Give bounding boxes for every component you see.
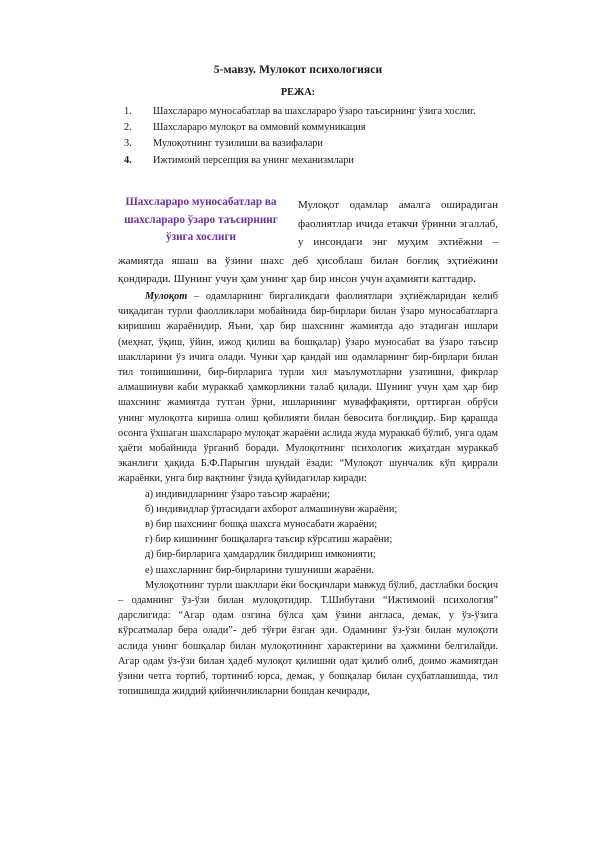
plan-item <box>124 153 544 169</box>
definition-text: – одамларнинг биргаликдаги фаолиятлари эҳтиёжларидан келиб чиқадиган турли фаолликлари мобайнида бир-бирлари билан ўзаро муносабатларга киришиш жараёнидир. Яъни, ҳар бир шахснинг жамиятда адо этадиган ишлари (меҳнат, ўқиш, ўйин, ижод қилиш ва бошқалар) ўзаро муносабат ва ўзаро таъсир шаклларини ўз ичига олади. Чунки ҳар қандай иш одамларнинг бир-бирлари билан тил топишишини, бир-бирларига турли хил маълумотларни узатишни, фикрлар алмашинуви каби мураккаб ҳамкорликни талаб қилади. Шунинг учун ҳам ҳар бир шахснинг жамиятда тутган ўрни, ишларининг муваффақияти, орттирган обрўси унинг мулоқотга кириша олиш қобилияти билан бевосита боғлиқдир. Бир қарашда осонга ўхшаган шахслараро мулоқат жараёни аслида жуда мураккаб бўлиб, унга одам ҳаёти мобайнида ўрганиб боради. Мулоқотнинг психологик жиҳатдан мураккаб эканлиги ҳақида Б.Ф.Парыгин шундай ёзади: “Мулоқот шунчалик кўп қиррали жараёнки, унга бир вақтнинг ўзида қуйидагилар киради: <box>118 290 498 485</box>
plan-item <box>124 136 544 152</box>
section-side-heading: Шахслараро муносабатлар ва шахслараро ўзаро таъсирнинг ўзига хослиги <box>124 196 278 243</box>
plan-item-number: 1. <box>124 106 132 117</box>
defined-term: Мулоқот <box>145 290 188 302</box>
plan-item-text: Шахслараро муносабатлар ва шахслараро ўзаро таъсирнинг ўзига хослиг. <box>153 106 476 117</box>
list-item: а) индивидларнинг ўзаро таъсир жараёни; <box>145 488 330 500</box>
body-paragraph: Мулоқотнинг турли шакллари ёки босқичлари мавжуд бўлиб, дастлабки босқич – одамнинг ўз-ўзи билан мулоқотидир. Т.Шибутани “Ижтимоий психология” дарслигида: “Агар одам озгина бўлса ҳам ўзини англаса, демак, у ўз-ўзига кўрсатмалар бера олади”- деб тўғри ёзган эди. Одамнинг ўз-ўзи билан мулоқоти аслида унинг бошқалар билан мулоқотининг характерини ва ҳажмини белгилайди. Агар одам ўз-ўзи билан ҳадеб мулоқот қилишни одат қилиб олиб, доимо жамиятдан ўзини четга тортиб, тортиниб юрса, демак, у бошқалар билан суҳбатлашишда, тил топишишда жиддий қийинчиликларни бошдан кечиради, <box>118 579 498 698</box>
intro-paragraph: Мулоқот одамлар амалга оширадиган фаолиятлар ичида етакчи ўринни эгаллаб, у инсондаги энг муҳим эхтиёжни – жамиятда яшаш ва ўзини шахс деб ҳисоблаш билан боғлиқ эҳтиёжини қондиради. Шунинг учун ҳам унинг ҳар бир инсон учун аҳамияти каттадир. <box>118 199 498 286</box>
section-body <box>118 196 498 699</box>
plan-heading: РЕЖА: <box>280 87 316 98</box>
list-item: в) бир шахснинг бошқа шахсга муносабати жараёни; <box>145 519 378 531</box>
plan-item-number: 4. <box>124 154 132 166</box>
plan-item-number: 3. <box>124 138 132 150</box>
list-item: б) индивидлар ўртасидаги ахборот алмашинуви жараёни; <box>145 503 398 515</box>
plan-item-text: Шахслараро мулоқот ва оммовий коммуникация <box>153 122 366 134</box>
plan-item-text: Мулоқотнинг тузилиши ва вазифалари <box>153 138 323 150</box>
page-title: 5-мавзу. Мулокот психологияси <box>213 63 383 76</box>
plan-item-text: Ижтимоий персепция ва унинг механизмлари <box>153 154 354 166</box>
list-item: г) бир кишининг бошқаларга таъсир кўрсатиш жараёни; <box>145 534 393 546</box>
plan-item <box>124 104 544 120</box>
plan-list <box>124 104 544 169</box>
list-item: е) шахсларнинг бир-бирларини тушуниши жараёни. <box>145 564 374 576</box>
definition-paragraph <box>118 289 498 487</box>
list-item: д) бир-бирларига ҳамдардлик билдириш имконияти; <box>145 549 376 561</box>
plan-item-number: 2. <box>124 122 132 134</box>
plan-item <box>124 120 544 136</box>
